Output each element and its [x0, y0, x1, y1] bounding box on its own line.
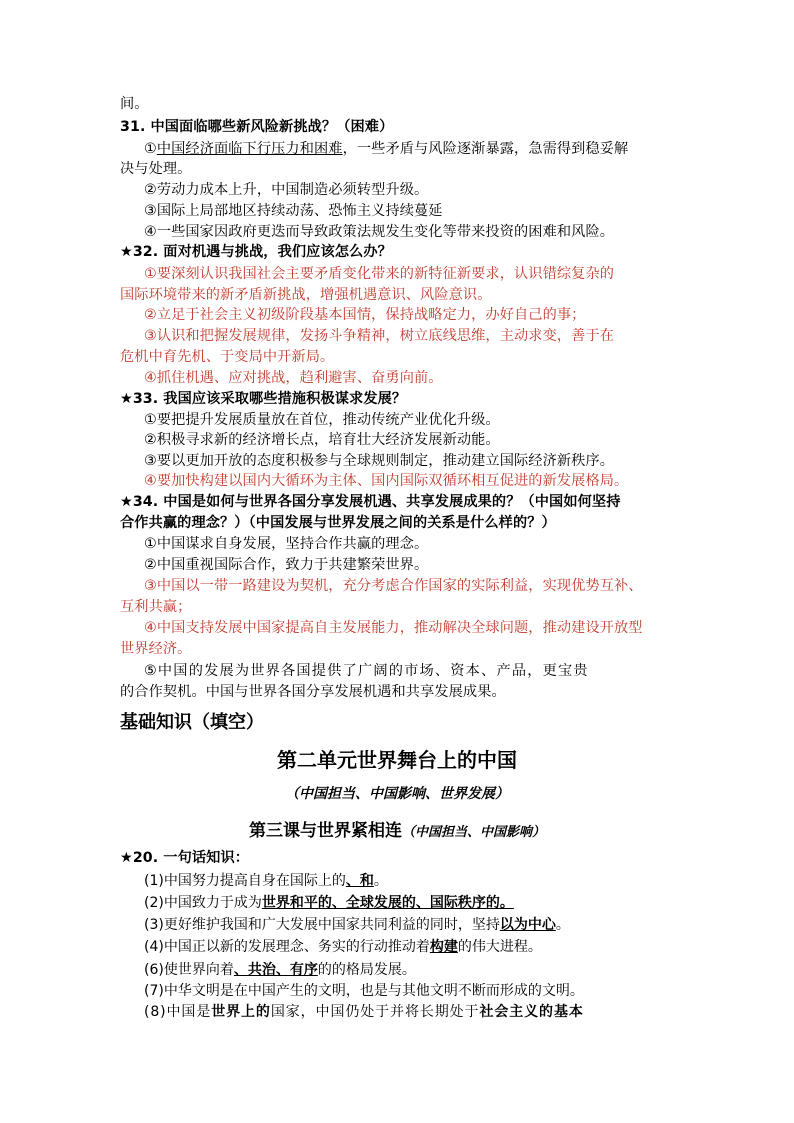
fill-item-2: [144, 893, 514, 913]
q34-answer-5-cont: 的合作契机。中国与世界各国分享发展机遇和共享发展成果。: [120, 684, 506, 700]
q34-answer-2: ②中国重视国际合作，致力于共建繁荣世界。: [144, 557, 429, 573]
q34-answer-3: ③中国以一带一路建设为契机，充分考虑合作国家的实际利益，实现优势互补、: [144, 578, 643, 594]
q31-answer-1-rest: ，一些矛盾与风险逐渐暴露，急需得到稳妥解: [342, 141, 629, 157]
fill-item-4-text: (4)中国正以新的发展理念、务实的行动推动着: [144, 939, 430, 955]
q31-answer-2: ②劳动力成本上升，中国制造必须转型升级。: [144, 182, 429, 198]
unit-title: 第二单元世界舞台上的中国: [277, 748, 517, 772]
fill-item-2-text: (2)中国致力于成为: [144, 895, 262, 911]
question-20-title: ★20. 一句话知识：: [120, 850, 250, 866]
fill-item-4-blank: 构建: [429, 939, 458, 955]
fill-item-1-end: 。: [373, 873, 388, 889]
text-line: 间。: [120, 96, 149, 112]
q33-answer-1: ①要把提升发展质量放在首位，推动传统产业优化升级。: [144, 412, 500, 428]
q34-answer-1: ①中国谋求自身发展，坚持合作共赢的理念。: [144, 536, 429, 552]
q32-answer-3: ③认识和把握发展规律，发扬斗争精神，树立底线思维，主动求变，善于在: [144, 328, 615, 344]
fill-item-8-middle: 国家，中国仍处于并将长期处于: [270, 1004, 480, 1020]
q31-answer-3: ③国际上局部地区持续动荡、恐怖主义持续蔓延: [144, 203, 443, 219]
fill-item-3-end: 。: [555, 917, 570, 933]
question-31-title: 31. 中国面临哪些新风险新挑战？（困难）: [120, 119, 394, 135]
fill-item-8-bold-1: 世界上的: [211, 1004, 271, 1020]
q34-answer-3-cont: 互利共赢；: [120, 599, 192, 615]
q34-answer-4-cont: 世界经济。: [120, 641, 192, 657]
fill-item-8-bold-2: 社会主义的基本: [479, 1004, 584, 1020]
q34-answer-4: ④中国支持发展中国家提高自主发展能力，推动解决全球问题，推动建设开放型: [144, 620, 643, 636]
fill-item-6: [144, 960, 416, 980]
fill-item-3-text: (3)更好维护我国和广大发展中国家共同利益的同时，坚持: [144, 917, 500, 933]
question-34-title: ★34. 中国是如何与世界各国分享发展机遇、共享发展成果的？（中国如何坚持: [120, 494, 621, 510]
q32-answer-2: ②立足于社会主义初级阶段基本国情，保持战略定力，办好自己的事；: [144, 307, 586, 323]
fill-item-4: [144, 937, 542, 957]
unit-subtitle: （中国担当、中国影响、世界发展）: [285, 786, 509, 802]
q31-answer-1-cont: 决与处理。: [120, 161, 192, 177]
q33-answer-3: ③要以更加开放的态度积极参与全球规则制定，推动建立国际经济新秩序。: [144, 453, 615, 469]
lesson-note: （中国担当、中国影响）: [401, 825, 545, 840]
q32-answer-3-cont: 危机中育先机、于变局中开新局。: [120, 349, 335, 365]
q32-answer-4: ④抓住机遇、应对挑战，趋利避害、奋勇向前。: [144, 370, 443, 386]
question-32-title: ★32. 面对机遇与挑战，我们应该怎么办？: [120, 244, 392, 260]
fill-item-3-blank: 以为中心: [499, 917, 556, 933]
fill-item-3: [144, 915, 570, 935]
lesson-title: [0, 816, 794, 841]
fill-item-4-end: 的伟大进程。: [457, 939, 542, 955]
q33-answer-4: ④要加快构建以国内大循环为主体、国内国际双循环相互促进的新发展格局。: [144, 473, 629, 489]
q34-answer-5: ⑤中国的发展为世界各国提供了广阔的市场、资本、产品，更宝贵: [144, 663, 589, 679]
fill-item-1-blank: 、和: [345, 873, 374, 889]
q31-answer-4: ④一些国家因政府更迭而导致政策法规发生变化等带来投资的困难和风险。: [144, 224, 615, 240]
fill-item-6-text: (6)使世界向着: [144, 962, 234, 978]
fill-item-7: (7)中华文明是在中国产生的文明，也是与其他文明不断而形成的文明。: [144, 983, 584, 999]
lesson-title-text: 第三课与世界紧相连: [248, 821, 402, 841]
question-33-title: ★33. 我国应该采取哪些措施积极谋求发展？: [120, 391, 407, 407]
fill-item-1-text: (1)中国努力提高自身在国际上的: [144, 873, 346, 889]
section-title: 基础知识（填空）: [120, 712, 264, 733]
fill-item-8-text: (8)中国是: [144, 1004, 212, 1020]
q32-answer-1-cont: 国际环境带来的新矛盾新挑战，增强机遇意识、风险意识。: [120, 287, 492, 303]
fill-item-1: [144, 871, 388, 891]
q32-answer-1: ①要深刻认识我国社会主要矛盾变化带来的新特征新要求，认识错综复杂的: [144, 266, 615, 282]
fill-item-8: [144, 1002, 584, 1022]
q33-answer-2: ②积极寻求新的经济增长点，培育壮大经济发展新动能。: [144, 432, 500, 448]
question-34-title-cont: 合作共赢的理念？）（中国发展与世界发展之间的关系是什么样的？）: [120, 515, 556, 531]
q31-answer-1: ①中国经济面临下行压力和困难，一些矛盾与风险逐渐暴露，急需得到稳妥解: [144, 141, 629, 157]
fill-item-6-blank: 、共治、有序: [233, 962, 318, 978]
fill-item-2-blank: 世界和平的、全球发展的、国际秩序的。: [261, 895, 514, 911]
q31-answer-1-underlined: 中国经济面临下行压力和困难: [156, 141, 343, 157]
fill-item-6-end: 的的格局发展。: [317, 962, 416, 978]
